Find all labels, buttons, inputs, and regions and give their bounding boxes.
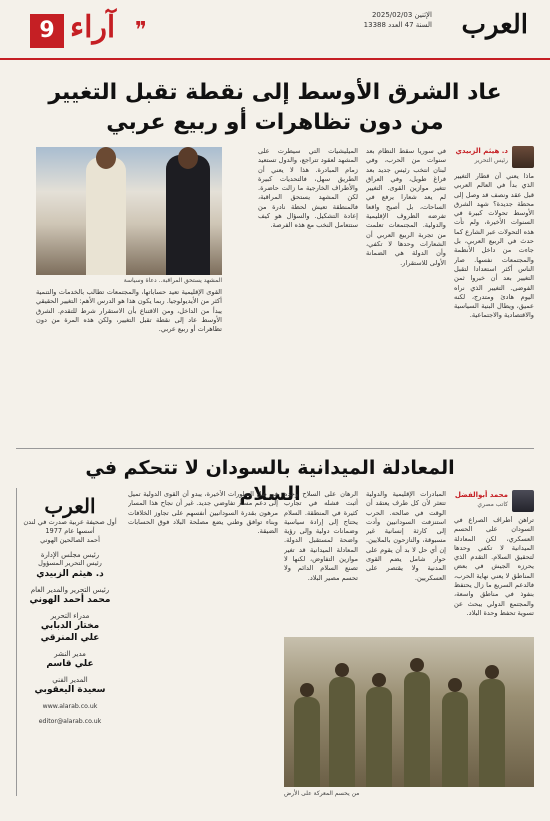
gm-label: رئيس التحرير والمدير العام <box>30 586 110 594</box>
article2-column-2: المبادرات الإقليمية والدولية تتعثر لأن كل طرف يعتقد أن الوقت في صالحه. الحرب استنزفت السودانيين وأدت إلى كارثة إنسانية غير مسبوقة، والنازحون بالملايين. إن أي حل لا بد أن يقوم على حوار شامل يضم القوى المدنية ولا يقتصر على العسكريين. <box>366 490 446 582</box>
article1-author <box>456 146 534 168</box>
soldier-figure <box>329 677 355 787</box>
masthead-founded: أسسها عام 1977 <box>45 527 95 535</box>
article1-headline <box>40 78 510 138</box>
section-divider <box>16 448 534 449</box>
author-avatar <box>512 490 534 512</box>
page-header <box>0 0 550 60</box>
article1-column-2: في سوريا سقط النظام بعد سنوات من الحرب، وفي لبنان انتخب رئيس جديد بعد فراغ طويل، وفي العراق تتغير موازين القوى. التغيير لم يعد شعارا يرفع في الساحات، بل أصبح واقعا تفرضه الظروف الإقليمية والدولية. المجتمعات تعلمت من تجربة الربيع العربي أن الشعارات وحدها لا تكفي، وأن الدولة هي الضمانة الأولى للاستقرار. <box>366 147 446 267</box>
soldier-figure <box>366 687 392 787</box>
issue-number: السنة 47 العدد 13388 <box>363 21 432 29</box>
author-avatar <box>512 146 534 168</box>
article1-photo-caption: المشهد يستحق المراقبة.. دعاة وسياسة <box>123 277 222 284</box>
article2-column-4: في ظل التطورات الأخيرة، يبدو أن القوى الدولية تميل إلى دعم مسار تفاوضي جديد. غير أن نجاح هذا المسار مرهون بقدرة السودانيين أنفسهم على تجاوز الخلافات وبناء توافق وطني يضع مصلحة البلاد فوق الحسابات الضيقة. <box>128 490 278 536</box>
art-director-name: سعيدة اليعقوبي <box>34 685 106 695</box>
article1-headline-line1: عاد الشرق الأوسط إلى نقطة تقبل التغيير <box>48 80 502 105</box>
article2-column-3: الرهان على السلاح وحده أثبت فشله في تجارب كثيرة في المنطقة. السلام يحتاج إلى إرادة سياسية وضمانات دولية وإلى رؤية واضحة لمستقبل الدولة. المعادلة الميدانية قد تغير موازين التفاوض، لكنها لا تصنع السلام الدائم ولا تحسم مصير البلاد. <box>284 490 358 582</box>
issue-info <box>352 10 432 30</box>
article2-author <box>456 490 534 512</box>
email-link[interactable]: editor@alarab.co.uk <box>38 718 102 725</box>
article2-headline: المعادلة الميدانية بالسودان لا تتحكم في السلام <box>85 457 455 505</box>
article1-column-4: القوى الإقليمية تعيد حساباتها، والمجتمعات تطالب بالخدمات والتنمية أكثر من الأيديولوجيا. ربما يكون هذا هو الدرس الأهم: التغيير الحقيقي يبدأ من الداخل، ومن الاقتناع بأن الاستقرار شرط للتقدم. الشرق الأوسط عاد إلى نقطة تقبل التغيير، ولكن هذه المرة من دون تظاهرات أو ربيع عربي. <box>36 288 222 334</box>
section-title: آراء <box>70 10 116 45</box>
issue-date: الإثنين 2025/02/03 <box>371 11 432 19</box>
ceo-name: د. هيثم الزبيدي <box>36 569 104 579</box>
publishing-label: مدير النشر <box>54 650 86 658</box>
article1-column-1: ماذا يعني أن قطار التغيير الذي بدأ في العالم العربي قبل عقد ونصف قد وصل إلى محطة جديدة؟ شهد الشرق الأوسط تحولات كبيرة في السنوات الأخيرة، ولم تأت هذه التحولات عبر الشارع كما حدث في الربيع العربي، بل جاءت من داخل الأنظمة والمجتمعات نفسها. صار الناس أكثر استعدادا لتقبل التغيير بعد أن خبروا ثمن الفوضى. التغيير الذي نراه اليوم هادئ ومتدرج، لكنه عميق، ويطال البنية السياسية والاقتصادية والاجتماعية. <box>454 172 534 320</box>
author-role: كاتب مصري <box>477 501 508 508</box>
figure-right-head <box>178 147 198 169</box>
article1-headline-line2: من دون تظاهرات أو ربيع عربي <box>106 110 444 135</box>
article2-column-1: تراهن أطراف الصراع في السودان على الحسم العسكري، لكن المعادلة الميدانية لا تكفي وحدها لتحقيق السلام. التقدم الذي يحرزه الجيش في بعض المناطق لا يعني نهاية الحرب، فالدعم السريع ما زال يحتفظ بنفوذ في مناطق واسعة، والمجتمع الدولي يبحث عن تسوية تحفظ وحدة البلاد. <box>454 516 534 617</box>
gm-name: محمد أحمد الهوني <box>29 595 111 605</box>
soldier-figure <box>404 672 430 787</box>
article2-photo-caption: من يحسم المعركة على الأرض <box>284 790 360 797</box>
masthead-founder: أحمد الصالحين الهوني <box>40 536 100 544</box>
editor-name-1: مختار الدبابي <box>40 621 100 631</box>
art-director-label: المدير الفني <box>52 676 88 684</box>
masthead-logo: العرب <box>44 494 96 518</box>
soldier-figure <box>479 679 505 787</box>
ceo-label: رئيس مجلس الإدارة <box>40 551 100 559</box>
page-number: 9 <box>30 14 64 48</box>
figure-left <box>86 157 126 275</box>
figure-left-head <box>96 147 116 169</box>
figure-right <box>166 155 210 275</box>
author-role: رئيس التحرير <box>474 157 508 164</box>
article1-column-3: الميليشيات التي سيطرت على المشهد لعقود تتراجع، والدول تستعيد زمام المبادرة. هذا لا يعني أن الطريق سهل، فالتحديات كبيرة والأطراف الخارجية ما زالت حاضرة. لكن المشهد يستحق المراقبة، فالمنطقة تعيش لحظة نادرة من إعادة التشكيل. والسؤال هو كيف ستتعامل النخب مع هذه الفرصة. <box>258 147 358 230</box>
masthead-box <box>16 488 123 796</box>
editors-label: مدراء التحرير <box>50 612 90 620</box>
ceo-label-2: رئيس التحرير المسؤول <box>38 559 102 567</box>
article1-photo <box>36 147 222 275</box>
editor-name-2: علي المنرقي <box>40 633 100 643</box>
soldier-figure <box>294 697 320 787</box>
soldier-figure <box>442 692 468 787</box>
website-link[interactable]: www.alarab.co.uk <box>42 703 98 710</box>
newspaper-logo: العرب <box>461 10 528 40</box>
quote-icon: ❞ <box>135 18 147 43</box>
publishing-name: علي قاسم <box>46 659 94 669</box>
author-name: د. هيثم الزبيدي <box>455 147 508 155</box>
masthead-tagline: أول صحيفة عربية صدرت في لندن <box>23 518 117 526</box>
author-name: محمد أبوالفضل <box>454 491 508 499</box>
article2-photo <box>284 637 534 787</box>
